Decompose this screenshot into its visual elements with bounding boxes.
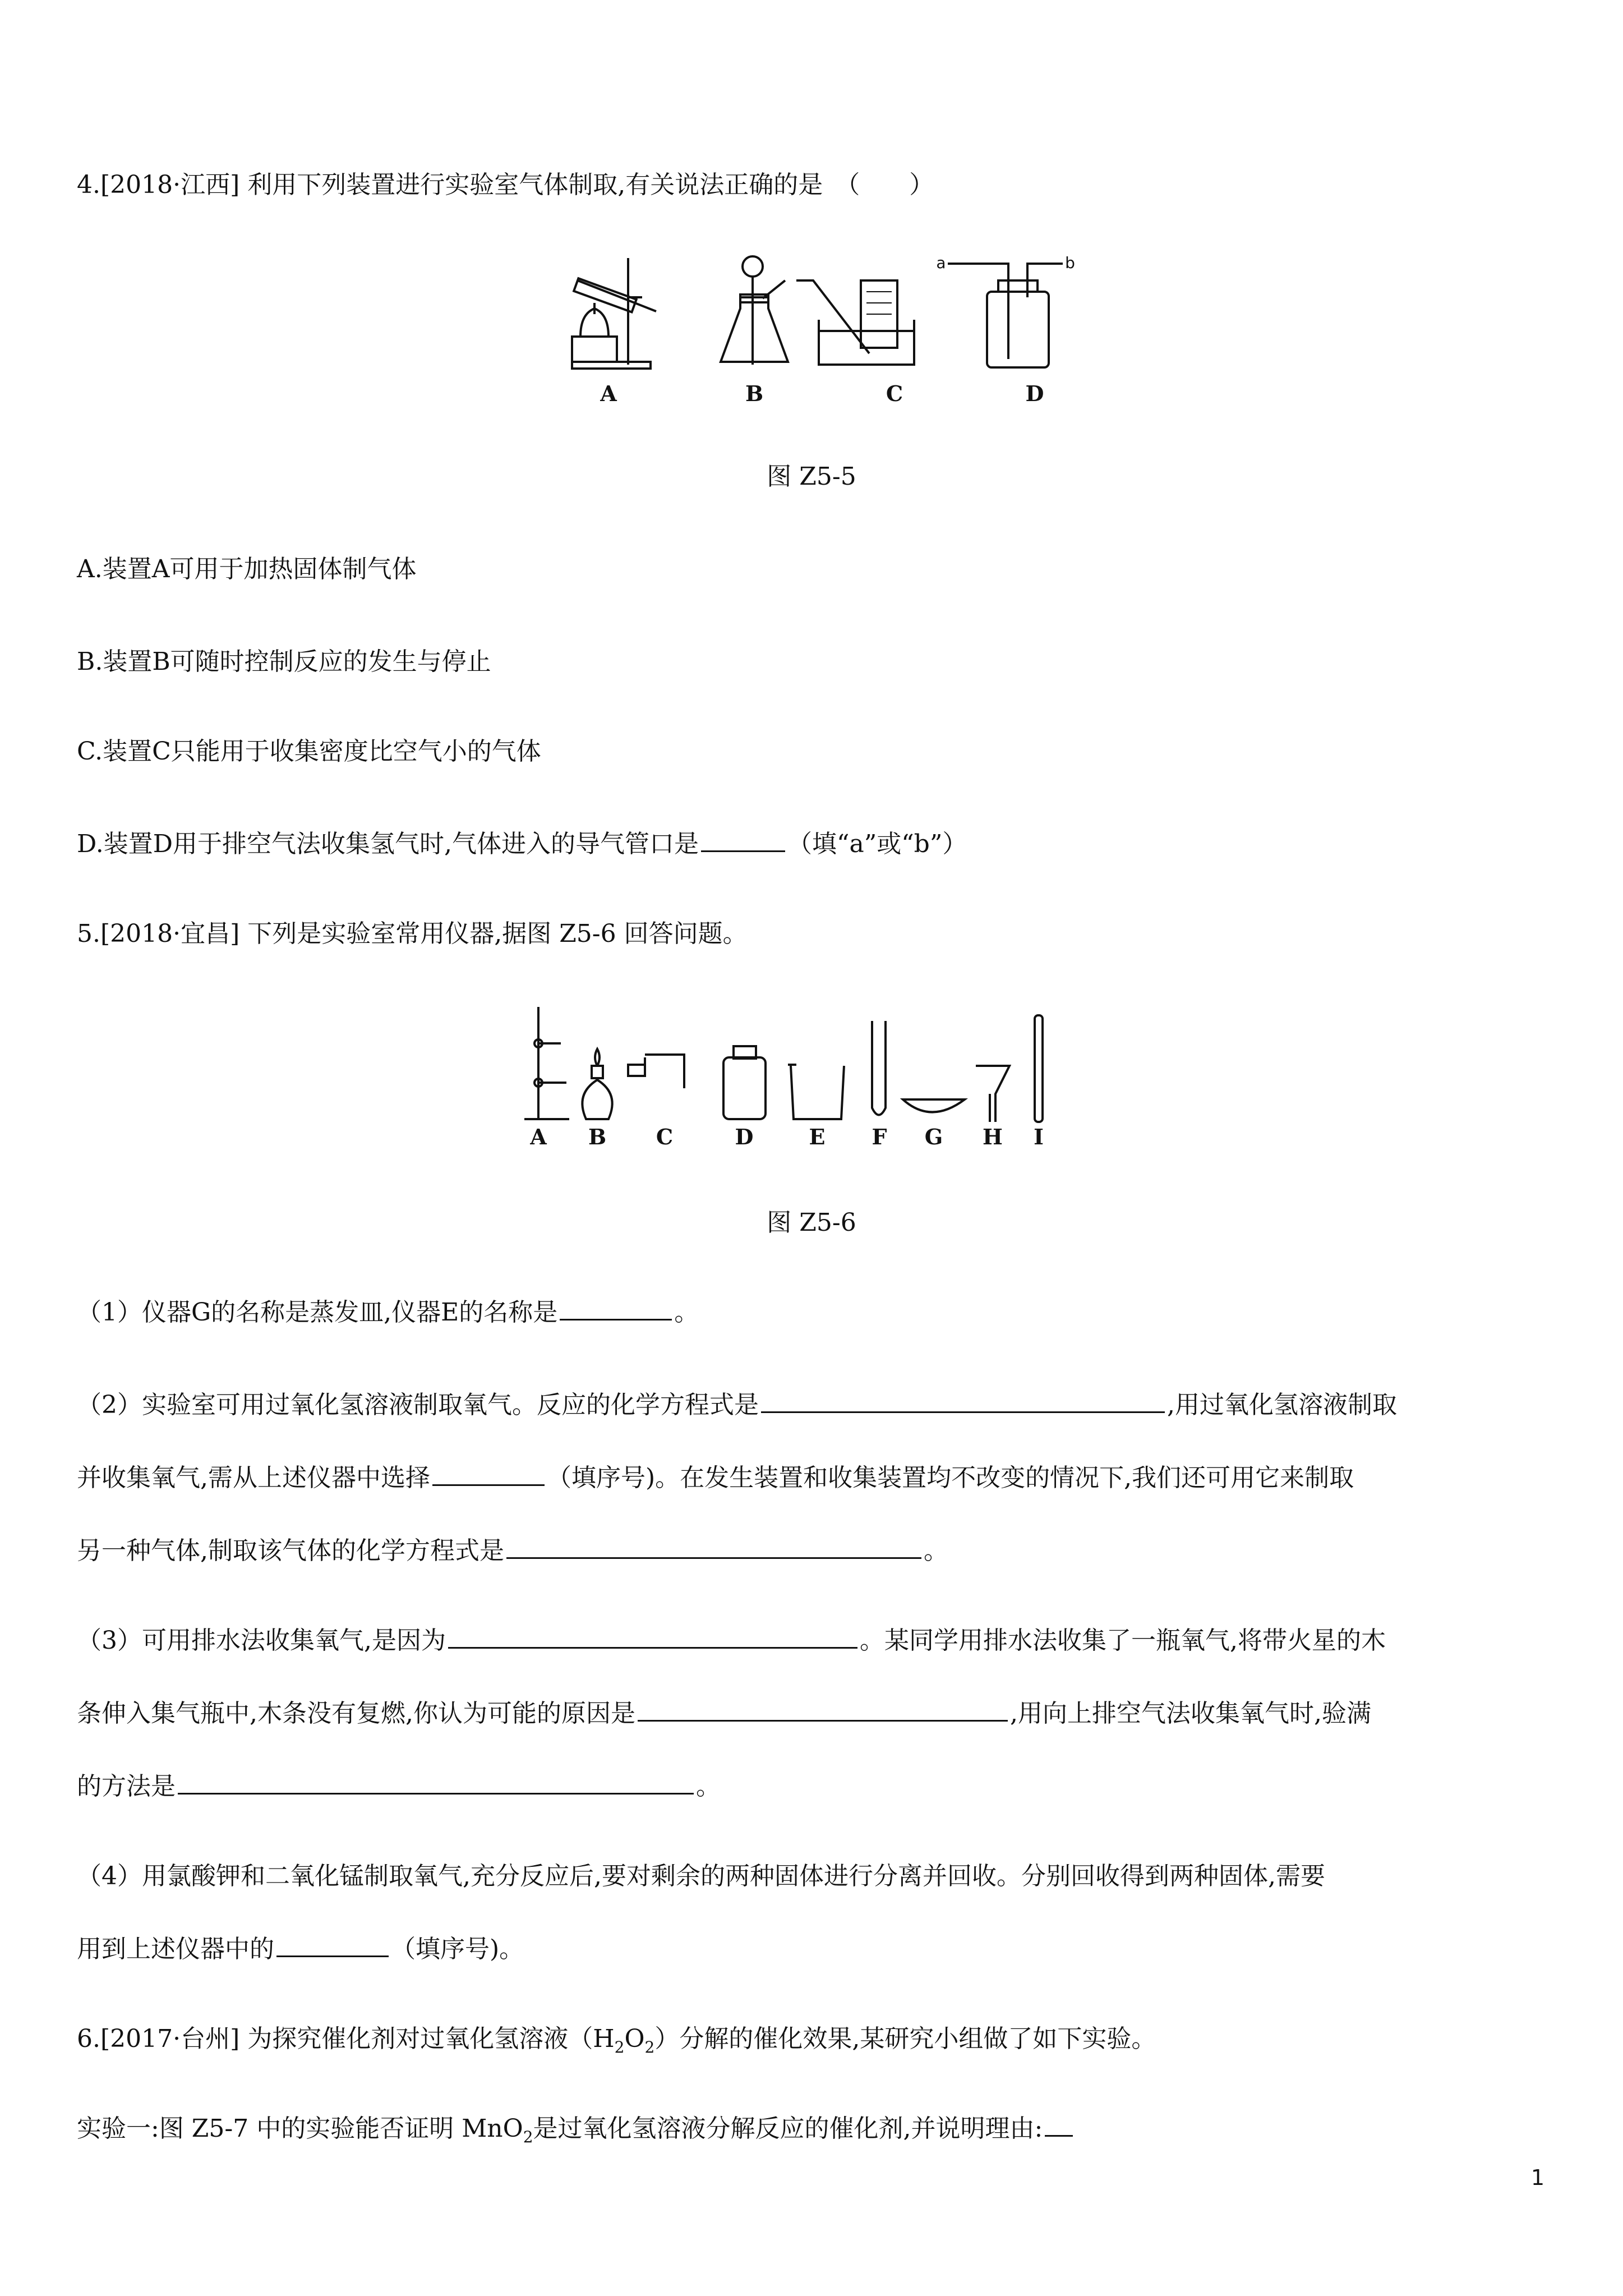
q6-stem [77,2022,1546,2064]
figure-caption-z5-6: 图 Z5-6 [767,1208,856,1237]
q5-part-3-line-1 [77,1624,1546,1658]
subscript: 2 [614,2038,625,2056]
q5-part-2-line-2 [77,1461,1546,1495]
q5-part-3-text: 。某同学用排水法收集了一瓶氧气,将带火星的木 [859,1626,1386,1655]
q5-part-1-end: 。 [674,1298,699,1327]
q6-stem-text: ）分解的催化效果,某研究小组做了如下实验。 [654,2024,1156,2053]
q4-option-d [77,827,1546,861]
fig-label-d: D [1025,381,1044,406]
fig6-label-h: H [983,1124,1003,1149]
fig6-label-f: F [872,1124,887,1149]
q5-part-2-text: （2）实验室可用过氧化氢溶液制取氧气。反应的化学方程式是 [77,1391,759,1419]
answer-blank[interactable] [560,1296,672,1320]
fig6-label-i: I [1034,1124,1044,1149]
q6-experiment-1 [77,2112,1546,2154]
fig6-label-d: D [735,1124,754,1149]
q5-part-4-line-2 [77,1932,1546,1966]
q5-part-4-line-1: （4）用氯酸钾和二氧化锰制取氧气,充分反应后,要对剩余的两种固体进行分离并回收。分别回收得到两种固体,需要 [77,1862,1325,1890]
q5-part-3-text: 条伸入集气瓶中,木条没有复燃,你认为可能的原因是 [77,1699,635,1728]
q6-experiment-1-text: 是过氧化氢溶液分解反应的催化剂,并说明理由: [533,2114,1043,2143]
fig6-label-b: B [588,1124,607,1149]
q6-stem-text: O [624,2024,645,2053]
port-b-label: b [1065,254,1075,272]
q4-option-d-text: D.装置D用于排空气法收集氢气时,气体进入的导气管口是 [77,830,699,858]
q5-part-3-text: （3）可用排水法收集氧气,是因为 [77,1626,446,1655]
q5-part-4-text: 用到上述仪器中的 [77,1935,274,1963]
q5-part-2-text: （填序号)。在发生装置和收集装置均不改变的情况下,我们还可用它来制取 [547,1464,1354,1492]
answer-blank[interactable] [1045,2113,1073,2137]
fig-label-c: C [886,381,903,406]
q4-option-a: A.装置A可用于加热固体制气体 [77,555,417,583]
answer-blank[interactable] [432,1462,545,1486]
q5-stem: 5.[2018·宜昌] 下列是实验室常用仪器,据图 Z5-6 回答问题。 [77,919,748,948]
q5-part-3-text: 的方法是 [77,1772,176,1801]
page-number: 1 [1530,2165,1544,2190]
q5-part-1 [77,1296,1546,1329]
q5-part-3-text: 。 [696,1772,721,1801]
q4-stem: 4.[2018·江西] 利用下列装置进行实验室气体制取,有关说法正确的是 （ ） [77,171,934,199]
q4-option-c: C.装置C只能用于收集密度比空气小的气体 [77,737,541,766]
q4-option-d-hint: （填“a”或“b”） [787,830,967,858]
q5-part-2-text: 。 [924,1536,948,1565]
q5-part-1-text: （1）仪器G的名称是蒸发皿,仪器E的名称是 [77,1298,558,1327]
q5-part-2-text: 另一种气体,制取该气体的化学方程式是 [77,1536,504,1565]
subscript: 2 [523,2128,533,2146]
answer-blank[interactable] [638,1697,1008,1722]
answer-blank[interactable] [276,1933,389,1957]
answer-blank[interactable] [761,1389,1165,1413]
q6-experiment-1-text: 实验一:图 Z5-7 中的实验能否证明 MnO [77,2114,523,2143]
fig6-label-a: A [530,1124,547,1149]
fig-label-b: B [745,381,764,406]
fig6-label-g: G [924,1124,943,1149]
q5-part-3-text: ,用向上排空气法收集氧气时,验满 [1009,1699,1371,1728]
q5-part-2-line-1 [77,1388,1546,1422]
figure-z5-6 [516,1004,1116,1150]
subscript: 2 [644,2038,655,2056]
fig6-label-c: C [656,1124,674,1149]
port-a-label: a [936,254,946,272]
answer-blank[interactable] [701,828,785,852]
fig-label-a: A [600,381,617,406]
q6-stem-text: 6.[2017·台州] 为探究催化剂对过氧化氢溶液（H [77,2024,615,2053]
answer-blank[interactable] [506,1535,921,1559]
figure-z5-5 [555,247,1082,415]
q5-part-2-line-3 [77,1534,1546,1568]
q5-part-2-text: ,用过氧化氢溶液制取 [1167,1391,1397,1419]
answer-blank[interactable] [448,1625,857,1649]
answer-blank[interactable] [178,1770,694,1795]
q4-option-b: B.装置B可随时控制反应的发生与停止 [77,647,491,676]
q5-part-3-line-2 [77,1697,1546,1731]
figure-caption-z5-5: 图 Z5-5 [767,462,856,491]
q5-part-2-text: 并收集氧气,需从上述仪器中选择 [77,1464,430,1492]
q5-part-3-line-3 [77,1770,1546,1803]
q5-part-4-text: （填序号)。 [391,1935,524,1963]
fig6-label-e: E [809,1124,826,1149]
